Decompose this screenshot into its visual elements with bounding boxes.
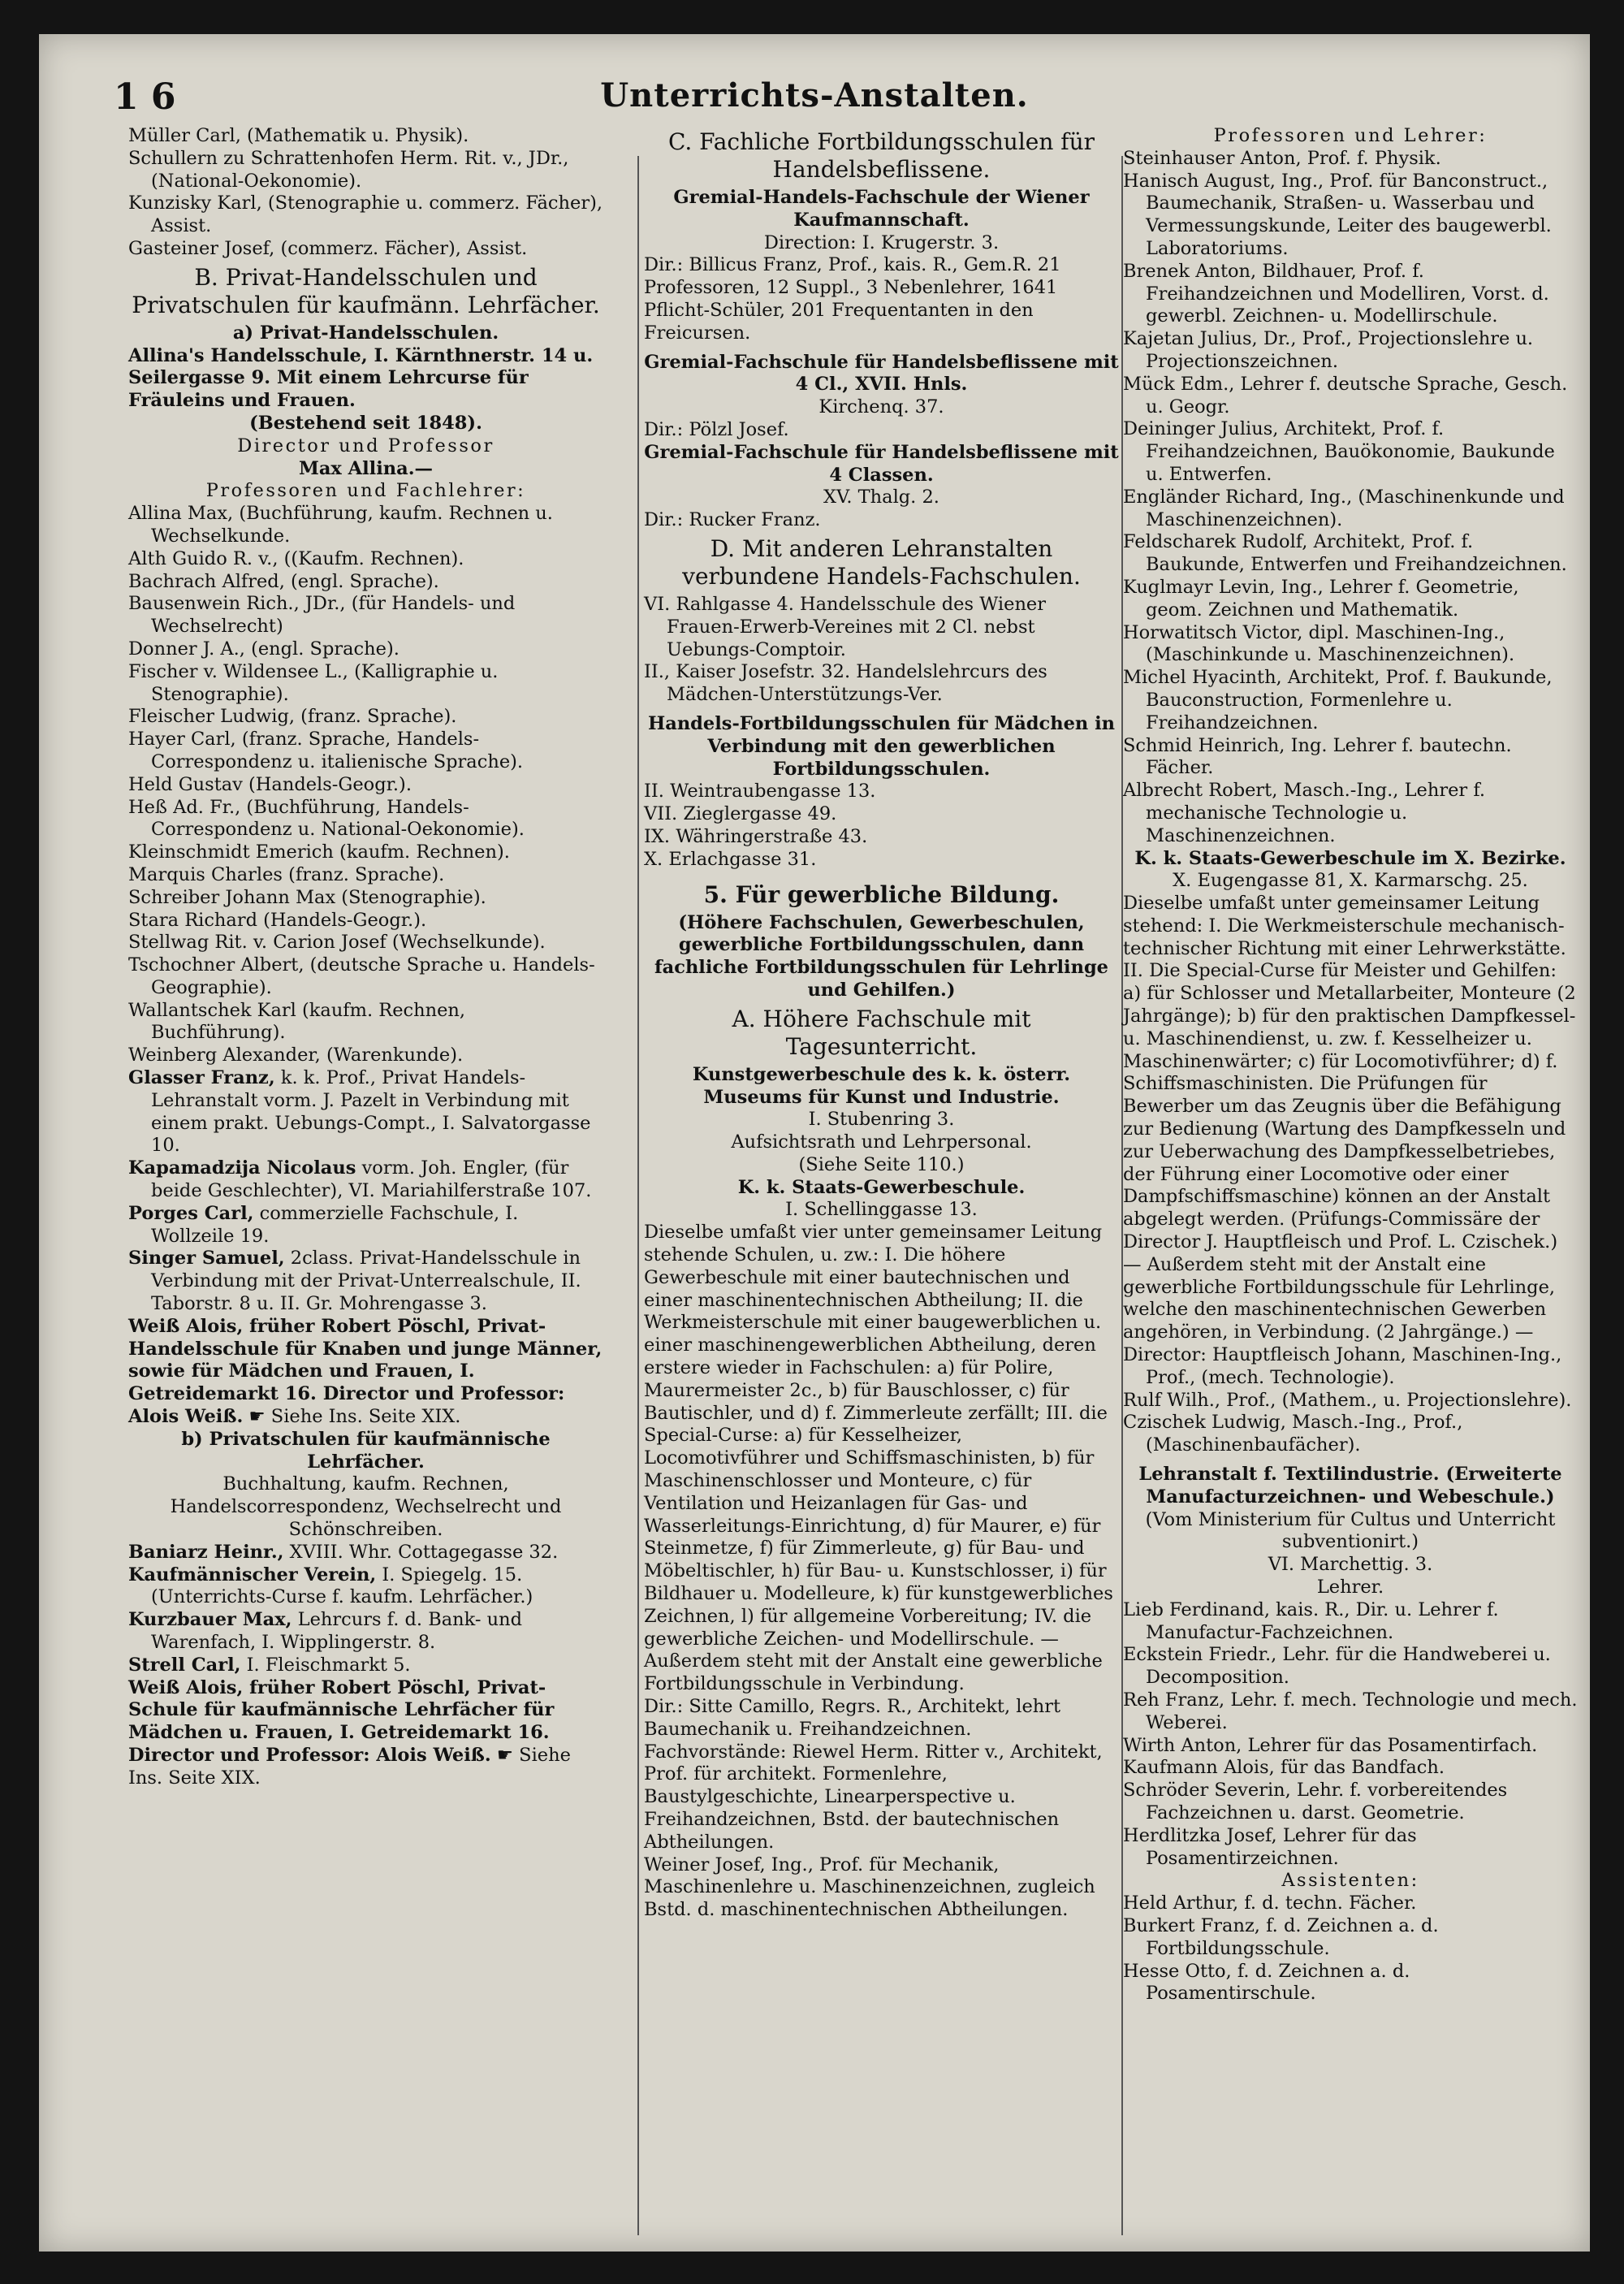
school-name: Baniarz Heinr.,: [128, 1541, 284, 1563]
assistants-label: Assistenten:: [1281, 1870, 1419, 1892]
subsection-description: Buchhaltung, kaufm. Rechnen, Handelscorrespondenz, Wechselrecht und Schönschreiben.: [170, 1473, 562, 1541]
list-item: X. Erlachgasse 31.: [644, 848, 817, 870]
column-divider-left: [637, 156, 639, 2235]
school-title: Handels-Fortbildungsschulen für Mädchen in Verbindung mit den gewerblichen Fortbildungsschulen.: [647, 712, 1116, 780]
school-title: Kunstgewerbeschule des k. k. österr. Museums für Kunst und Industrie.: [692, 1063, 1071, 1108]
director-label: Director und Professor: [237, 435, 495, 456]
school-director: Dir.: Pölzl Josef.: [644, 418, 789, 440]
school-name: Weiß Alois, früher Robert Pöschl, Privat-Handelsschule für Knaben und junge Männer, sowie für Mädchen und Frauen, I. Getreidemarkt 16. Director und Professor: Alois Weiß.: [128, 1315, 603, 1428]
list-item: Kunzisky Karl, (Stenographie u. commerz. Fächer), Assist.: [128, 192, 603, 237]
school-director: Director: Hauptfleisch Johann, Maschinen-Ing., Prof., (mech. Technologie).: [1123, 1344, 1562, 1388]
school-title: Gremial-Fachschule für Handelsbeflissene mit 4 Classen.: [644, 441, 1119, 486]
spacer: [1123, 1457, 1578, 1464]
subsection-heading: b) Privatschulen für kaufmännische Lehrfächer.: [181, 1428, 551, 1473]
school-since: (Bestehend seit 1848).: [249, 412, 482, 434]
list-item: Fleischer Ludwig, (franz. Sprache).: [128, 706, 457, 728]
list-item: Wallantschek Karl (kaufm. Rechnen, Buchführung).: [128, 999, 466, 1044]
school-entry-strell: [128, 1655, 603, 1677]
school-details: Lehrcurs f. d. Bank- und Warenfach, I. Wipplingerstr. 8.: [151, 1609, 523, 1653]
list-item: Mück Edm., Lehrer f. deutsche Sprache, Gesch. u. Geogr.: [1123, 373, 1568, 417]
list-item: Hesse Otto, f. d. Zeichnen a. d. Posamentirschule.: [1123, 1960, 1410, 2005]
list-item: Tschochner Albert, (deutsche Sprache u. Handels-Geographie).: [128, 954, 595, 998]
school-description: Dieselbe umfaßt vier unter gemeinsamer Leitung stehende Schulen, u. zw.: I. Die höhere Gewerbeschule mit einer bautechnischen und einer maschinentechnischen Abtheilung; II. die Werkmeisterschule mit einer baugewerblichen u. einer maschinengewerblichen Abtheilung, deren erstere wieder in Fachschulen: a) für Polire, Maurermeister 2c., b) für Bauschlosser, c) für Bautischler, und d) f. Zimmerleute zerfällt; III. die Special-Curse: a) für Kesselheizer, Locomotivführer und Schiffsmaschinisten, b) für Maschinenschlosser und Monteure, c) für Ventilation und Heizanlagen für Gas- und Wasserleitungs-Einrichtung, d) für Maurer, e) für Steinmetze, f) für Zimmerleute, g) für Bau- und Möbeltischler, h) für Bau- u. Kunstschlosser, i) für Bildhauer u. Modelleure, k) für kunstgewerbliches Zeichnen, l) für allgemeine Vorbereitung; IV. die gewerbliche Zeichen- und Modellirschule. — Außerdem steht mit der Anstalt eine gewerbliche Fortbildungsschule in Verbindung.: [644, 1222, 1113, 1695]
list-item: Schmid Heinrich, Ing. Lehrer f. bautechn. Fächer.: [1123, 734, 1512, 779]
school-details: vorm. Joh. Engler, (für beide Geschlechter), VI. Mariahilferstraße 107.: [151, 1157, 592, 1202]
list-item: Feldscharek Rudolf, Architekt, Prof. f. Baukunde, Entwerfen und Freihandzeichnen.: [1123, 531, 1567, 576]
list-item: VI. Rahlgasse 4. Handelsschule des Wiener Frauen-Erwerb-Vereines mit 2 Cl. nebst Uebungs-Comptoir.: [644, 593, 1046, 660]
school-staff: Aufsichtsrath und Lehrpersonal.: [731, 1131, 1032, 1153]
list-item: Stellwag Rit. v. Carion Josef (Wechselkunde).: [128, 932, 546, 954]
school-name: Strell Carl,: [128, 1654, 241, 1676]
list-item: Schreiber Johann Max (Stenographie).: [128, 886, 486, 908]
list-item: Reh Franz, Lehr. f. mech. Technologie und mech. Weberei.: [1123, 1689, 1578, 1733]
list-item: Müller Carl, (Mathematik u. Physik).: [128, 125, 469, 146]
school-title: Lehranstalt f. Textilindustrie. (Erweiterte Manufacturzeichnen- und Webeschule.): [1138, 1464, 1562, 1508]
school-details: k. k. Prof., Privat Handels-Lehranstalt vorm. J. Pazelt in Verbindung mit einem prakt. Uebungs-Compt., I. Salvatorgasse 10.: [151, 1067, 591, 1157]
list-item: II., Kaiser Josefstr. 32. Handelslehrcurs des Mädchen-Unterstützungs-Ver.: [644, 661, 1047, 706]
school-subtitle: (Vom Ministerium für Cultus und Unterricht subventionirt.): [1145, 1508, 1556, 1553]
school-title: K. k. Staats-Gewerbeschule.: [737, 1176, 1026, 1198]
list-item: Heß Ad. Fr., (Buchführung, Handels-Correspondenz u. National-Oekonomie).: [128, 796, 525, 841]
school-entry-allina: Allina's Handelsschule, I. Kärnthnerstr. 14 u. Seilergasse 9. Mit einem Lehrcurse für Fräuleins und Frauen.: [128, 344, 594, 412]
spacer: [644, 872, 1119, 878]
school-entry-baniarz: [128, 1542, 603, 1564]
list-item: Weinberg Alexander, (Warenkunde).: [128, 1045, 464, 1066]
list-item: Hayer Carl, (franz. Sprache, Handels-Correspondenz u. italienische Sprache).: [128, 729, 524, 772]
director-name: Max Allina.—: [298, 457, 434, 479]
list-item: Marquis Charles (franz. Sprache).: [128, 863, 445, 885]
school-details: XVIII. Whr. Cottagegasse 32.: [289, 1541, 559, 1563]
school-entry-kaufm-verein: [128, 1564, 603, 1610]
insert-reference: ☛ Siehe Ins. Seite XIX.: [128, 1744, 571, 1789]
school-title: Gremial-Handels-Fachschule der Wiener Kaufmannschaft.: [673, 187, 1090, 231]
school-address: X. Eugengasse 81, X. Karmarschg. 25.: [1173, 870, 1528, 892]
page-reference: (Siehe Seite 110.): [798, 1153, 965, 1175]
middle-column: [644, 125, 1119, 1922]
school-entry-kurzbauer: [128, 1609, 603, 1655]
left-column: [128, 125, 603, 1790]
list-item: Weiner Josef, Ing., Prof. für Mechanik, Maschinenlehre u. Maschinenzeichnen, zugleich Bstd. d. maschinentechnischen Abtheilungen.: [644, 1854, 1095, 1921]
school-entry-weiss-2: [128, 1677, 603, 1790]
school-details: commerzielle Fachschule, I. Wollzeile 19.: [151, 1202, 519, 1247]
list-item: Held Arthur, f. d. techn. Fächer.: [1123, 1893, 1417, 1914]
school-details: I. Fleischmarkt 5.: [246, 1654, 411, 1676]
section-heading-5: 5. Für gewerbliche Bildung.: [703, 880, 1060, 908]
list-item: Engländer Richard, Ing., (Maschinenkunde und Maschinenzeichnen).: [1123, 486, 1565, 530]
list-item: Stara Richard (Handels-Geogr.).: [128, 909, 427, 931]
school-title: Gremial-Fachschule für Handelsbeflissene mit 4 Cl., XVII. Hnls.: [644, 351, 1119, 396]
list-item: Held Gustav (Handels-Geogr.).: [128, 773, 412, 795]
list-item: Kaufmann Alois, für das Bandfach.: [1123, 1757, 1445, 1779]
list-item: Bausenwein Rich., JDr., (für Handels- und Wechselrecht): [128, 593, 516, 638]
list-item: Albrecht Robert, Masch.-Ing., Lehrer f. mechanische Technologie u. Maschinenzeichnen.: [1123, 780, 1486, 846]
school-name: Weiß Alois, früher Robert Pöschl, Privat-Schule für kaufmännische Lehrfächer für Mädchen u. Frauen, I. Getreidemarkt 16. Director und Professor: Alois Weiß.: [128, 1676, 555, 1766]
list-item: Czischek Ludwig, Masch.-Ing., Prof., (Maschinenbaufächer).: [1123, 1412, 1463, 1456]
list-item: IX. Währingerstraße 43.: [644, 825, 868, 847]
school-director: Dir.: Rucker Franz.: [644, 509, 821, 531]
page-number: 1 6: [114, 76, 176, 118]
list-item: Wirth Anton, Lehrer für das Posamentirfach.: [1123, 1734, 1538, 1756]
school-entry-glasser: [128, 1067, 603, 1157]
list-item: II. Weintraubengasse 13.: [644, 781, 876, 802]
school-name: Glasser Franz,: [128, 1067, 275, 1089]
page: [39, 34, 1590, 2252]
list-item: Rulf Wilh., Prof., (Mathem., u. Projectionslehre).: [1123, 1389, 1572, 1411]
section-subtitle: (Höhere Fachschulen, Gewerbeschulen, gewerbliche Fortbildungsschulen, dann fachliche Fortbildungsschulen für Lehrlinge und Gehilfen.): [654, 911, 1108, 1001]
school-entry-porges: [128, 1203, 603, 1248]
school-description: Dieselbe umfaßt unter gemeinsamer Leitung stehend: I. Die Werkmeisterschule mechanisch-technischer Richtung mit einer Lehrwerkstätte. II. Die Special-Curse für Meister und Gehilfen: a) für Schlosser und Metallarbeiter, Monteure (2 Jahrgänge); b) für den praktischen Dampfkessel- u. Maschinendienst, u. zw. f. Kesselheizer u. Maschinenwärter; c) für Locomotivführer; d) f. Schiffsmaschinisten. Die Prüfungen für Bewerber um das Zeugnis über die Befähigung zur Bedienung (Wartung des Dampfkesseln und zur Ueberwachung des Dampfkesselbetriebes, der Führung einer Locomotive oder einer Dampfschiffsmaschine) können an der Anstalt abgelegt werden. (Prüfungs-Commissäre der Director J. Hauptfleisch und Prof. L. Czischek.) — Außerdem steht mit der Anstalt eine gewerbliche Fortbildungsschule für Lehrlinge, welche den maschinentechnischen Gewerben angehören, in Verbindung. (2 Jahrgänge.) —: [1123, 893, 1576, 1343]
list-item: Eckstein Friedr., Lehr. für die Handweberei u. Decomposition.: [1123, 1644, 1551, 1689]
right-column: [1123, 125, 1578, 2005]
list-item: Kleinschmidt Emerich (kaufm. Rechnen).: [128, 841, 510, 863]
school-title: K. k. Staats-Gewerbeschule im X. Bezirke.: [1134, 847, 1566, 869]
page-title: Unterrichts-Anstalten.: [600, 76, 1029, 115]
list-item: Bachrach Alfred, (engl. Sprache).: [128, 570, 439, 592]
school-address: XV. Thalg. 2.: [823, 487, 939, 508]
school-name: Kaufmännischer Verein,: [128, 1564, 377, 1585]
spacer: [644, 707, 1119, 713]
school-department-heads: Fachvorstände: Riewel Herm. Ritter v., Architekt, Prof. für architekt. Formenlehre, Baustylgeschichte, Linearperspective u. Freihandzeichnen, Bstd. der bautechnischen Abtheilungen.: [644, 1741, 1103, 1853]
section-heading-a: A. Höhere Fachschule mit Tagesunterricht.: [732, 1005, 1031, 1060]
teachers-label: Lehrer.: [1316, 1577, 1384, 1598]
list-item: Alth Guido R. v., ((Kaufm. Rechnen).: [128, 547, 464, 569]
professors-label: Professoren und Fachlehrer:: [205, 480, 526, 502]
list-item: Steinhauser Anton, Prof. f. Physik.: [1123, 147, 1441, 169]
school-director: Dir.: Sitte Camillo, Regrs. R., Architekt, lehrt Baumechanik u. Freihandzeichnen.: [644, 1696, 1061, 1740]
school-entry-kapamadzija: [128, 1157, 603, 1203]
list-item: Lieb Ferdinand, kais. R., Dir. u. Lehrer f. Manufactur-Fachzeichnen.: [1123, 1598, 1499, 1643]
school-address: I. Stubenring 3.: [808, 1109, 955, 1131]
school-entry-weiss: [128, 1316, 603, 1429]
section-heading-d: D. Mit anderen Lehranstalten verbundene Handels-Fachschulen.: [682, 534, 1081, 590]
section-heading-b: B. Privat-Handelsschulen und Privatschulen für kaufmänn. Lehrfächer.: [132, 263, 600, 318]
school-address: I. Schellinggasse 13.: [785, 1199, 978, 1221]
spacer: [644, 345, 1119, 352]
list-item: Hanisch August, Ing., Prof. für Banconstruct., Baumechanik, Straßen- u. Wasserbau und Vermessungskunde, Leiter des baugewerbl. Laboratoriums.: [1123, 170, 1552, 259]
list-item: Schullern zu Schrattenhofen Herm. Rit. v., JDr., (National-Oekonomie).: [128, 147, 569, 192]
list-item: Fischer v. Wildensee L., (Kalligraphie u. Stenographie).: [128, 660, 499, 705]
school-address: Direction: I. Krugerstr. 3.: [763, 231, 1000, 253]
list-item: Deininger Julius, Architekt, Prof. f. Freihandzeichnen, Bauökonomie, Baukunde u. Entwerfen.: [1123, 418, 1555, 485]
list-item: Horwatitsch Victor, dipl. Maschinen-Ing., (Maschinkunde u. Maschinenzeichnen).: [1123, 621, 1515, 666]
school-name: Kurzbauer Max,: [128, 1609, 292, 1631]
list-item: Burkert Franz, f. d. Zeichnen a. d. Fortbildungsschule.: [1123, 1914, 1439, 1959]
school-name: Porges Carl,: [128, 1202, 254, 1224]
school-entry-singer: [128, 1248, 603, 1315]
school-details: 2class. Privat-Handelsschule in Verbindung mit der Privat-Unterrealschule, II. Taborstr. 8 u. II. Gr. Mohrengasse 3.: [151, 1248, 581, 1315]
school-address: Kirchenq. 37.: [818, 396, 944, 418]
list-item: Allina Max, (Buchführung, kaufm. Rechnen u. Wechselkunde.: [128, 503, 553, 547]
section-heading-c: C. Fachliche Fortbildungsschulen für Handelsbeflissene.: [667, 128, 1095, 183]
subsection-heading: a) Privat-Handelsschulen.: [232, 322, 499, 344]
school-details: Dir.: Billicus Franz, Prof., kais. R., Gem.R. 21 Professoren, 12 Suppl., 3 Nebenlehrer, 1641 Pflicht-Schüler, 201 Frequentanten in den Freicursen.: [644, 254, 1061, 344]
list-item: VII. Zieglergasse 49.: [644, 803, 837, 825]
list-item: Kuglmayr Levin, Ing., Lehrer f. Geometrie, geom. Zeichnen und Mathematik.: [1123, 576, 1519, 621]
list-item: Michel Hyacinth, Architekt, Prof. f. Baukunde, Bauconstruction, Formenlehre u. Freihandzeichnen.: [1123, 667, 1553, 733]
page-header: [39, 34, 1590, 123]
list-item: Kajetan Julius, Dr., Prof., Projectionslehre u. Projectionszeichnen.: [1123, 328, 1534, 372]
list-item: Schröder Severin, Lehr. f. vorbereitendes Fachzeichnen u. darst. Geometrie.: [1123, 1780, 1508, 1823]
list-item: Donner J. A., (engl. Sprache).: [128, 638, 400, 660]
insert-reference: ☛ Siehe Ins. Seite XIX.: [248, 1406, 461, 1428]
school-details: I. Spiegelg. 15. (Unterrichts-Curse f. kaufm. Lehrfächer.): [151, 1564, 533, 1608]
school-name: Singer Samuel,: [128, 1248, 285, 1270]
list-item: Herdlitzka Josef, Lehrer für das Posamentirzeichnen.: [1123, 1824, 1417, 1869]
school-address: VI. Marchettig. 3.: [1268, 1554, 1433, 1576]
professors-label: Professoren und Lehrer:: [1213, 125, 1488, 146]
school-name: Kapamadzija Nicolaus: [128, 1157, 356, 1179]
list-item: Gasteiner Josef, (commerz. Fächer), Assist.: [128, 237, 528, 259]
list-item: Brenek Anton, Bildhauer, Prof. f. Freihandzeichnen und Modelliren, Vorst. d. gewerbl. Zeichnen- u. Modellirschule.: [1123, 260, 1549, 327]
